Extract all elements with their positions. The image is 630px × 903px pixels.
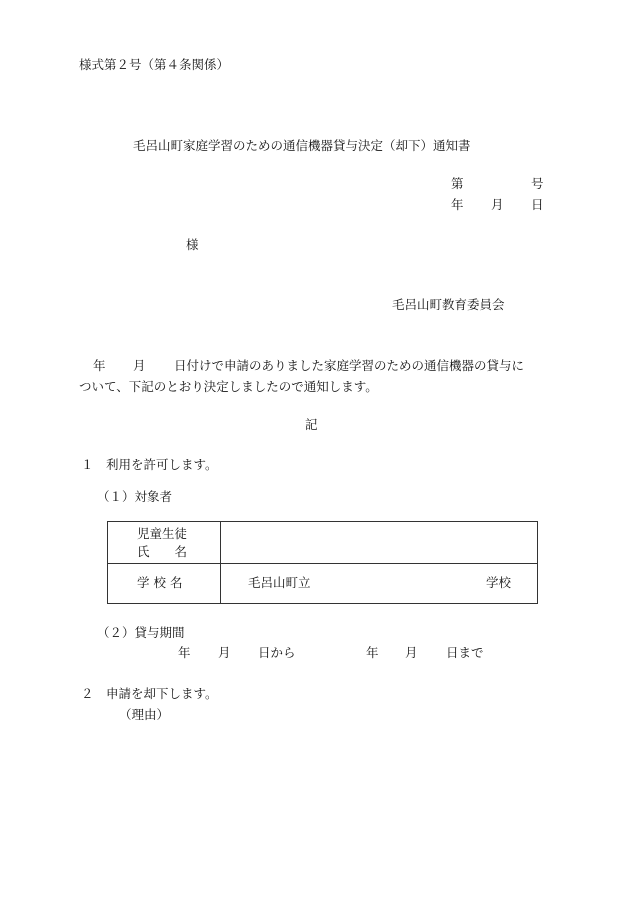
recipient-suffix: 様	[186, 237, 199, 252]
body-month: 月	[133, 358, 146, 373]
period-from-year: 年	[178, 645, 191, 660]
reason-label: （理由）	[119, 707, 170, 722]
doc-number-prefix: 第	[451, 176, 464, 191]
period-to-year: 年	[366, 645, 379, 660]
period-from-month: 月	[218, 645, 231, 660]
date-month: 月	[491, 197, 504, 212]
date-year: 年	[451, 197, 464, 212]
sub2-heading: （２）貸与期間	[97, 625, 185, 640]
table-label-school: 学 校 名	[137, 575, 183, 590]
item1-text: 利用を許可します。	[106, 457, 218, 472]
item2-text: 申請を却下します。	[106, 686, 218, 701]
period-from-day: 日から	[258, 645, 296, 660]
body-rest: 日付けで申請のありました家庭学習のための通信機器の貸与に	[174, 358, 525, 373]
doc-number-suffix: 号	[531, 176, 544, 191]
body-line2: ついて、下記のとおり決定しましたので通知します。	[79, 379, 378, 394]
table-school-prefix: 毛呂山町立	[248, 575, 311, 590]
body-year: 年	[93, 358, 106, 373]
ki-heading: 記	[305, 417, 318, 432]
item1-num: １	[81, 457, 94, 472]
issuer: 毛呂山町教育委員会	[392, 297, 505, 312]
form-number: 様式第２号（第４条関係）	[79, 57, 230, 72]
table-label-student-2: 氏 名	[137, 544, 188, 559]
period-to-day: 日まで	[446, 645, 484, 660]
document-title: 毛呂山町家庭学習のための通信機器貸与決定（却下）通知書	[133, 138, 471, 153]
item2-num: ２	[81, 686, 94, 701]
table-label-student-1: 児童生徒	[137, 526, 188, 541]
date-day: 日	[531, 197, 544, 212]
table-school-suffix: 学校	[486, 575, 512, 590]
sub1-heading: （１）対象者	[97, 489, 173, 504]
table-divider-horizontal	[108, 563, 537, 564]
period-to-month: 月	[405, 645, 418, 660]
